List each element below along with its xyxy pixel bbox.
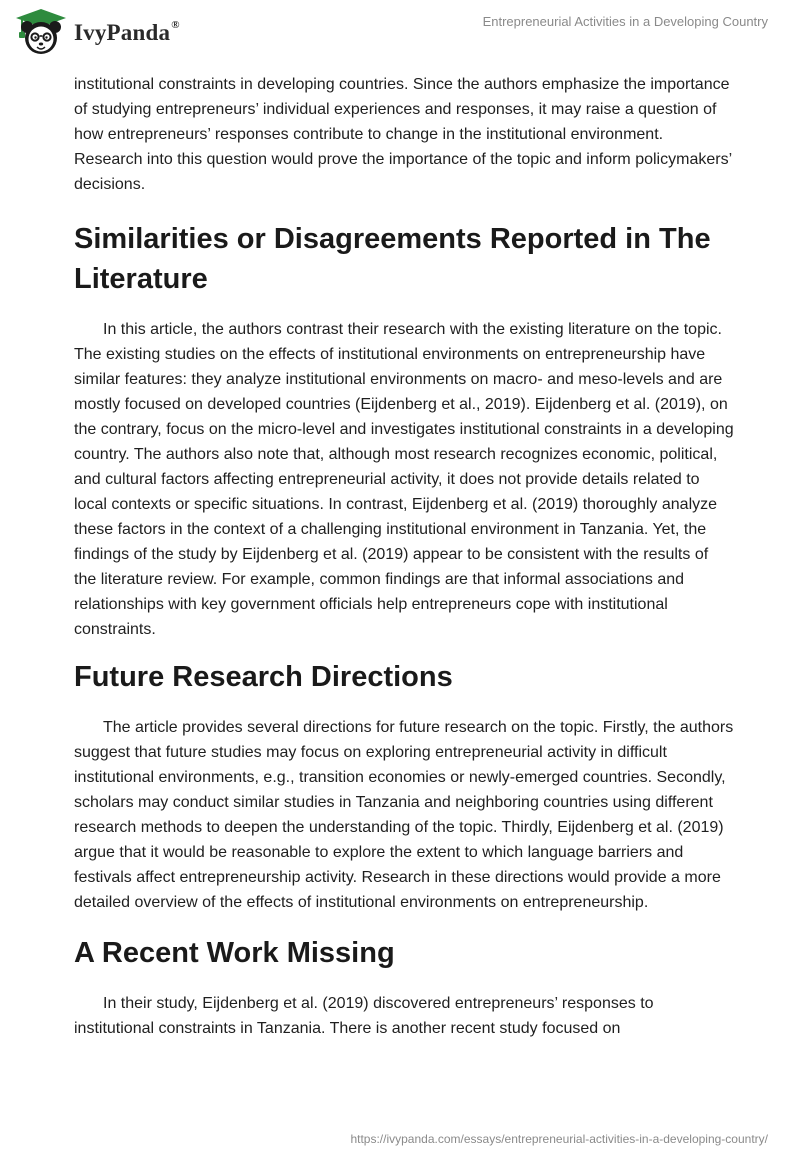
section-heading-recent-work: A Recent Work Missing	[74, 937, 395, 969]
panda-graduation-cap-logo-icon	[14, 7, 68, 57]
section-paragraph-future-research: The article provides several directions for future research on the topic. Firstly, the authors suggest that future studies may focus on exploring entrepreneurial activity in difficult institutional environments, e.g., transition economies or newly-emerged countries. Secondly, scholars may conduct similar studies in Tanzania and neighboring countries using different research methods to deepen the understanding of the topic. Thirdly, Eijdenberg et al. (2019) argue that it would be reasonable to explore the extent to which language barriers and festivals affect entrepreneurship activity. Research in these directions would provide a more detailed overview of the effects of institutional environments on entrepreneurship.	[74, 719, 734, 911]
section-heading-similarities: Similarities or Disagreements Reported in The Literature	[74, 223, 711, 295]
section-paragraph-recent-work: In their study, Eijdenberg et al. (2019) discovered entrepreneurs’ responses to institutional constraints in Tanzania. There is another recent study focused on	[74, 995, 654, 1037]
essay-body	[74, 72, 734, 1041]
brand-text: IvyPanda	[74, 19, 171, 45]
source-url[interactable]: https://ivypanda.com/essays/entrepreneurial-activities-in-a-developing-country/	[350, 1132, 768, 1146]
brand-name	[74, 19, 180, 46]
document-title: Entrepreneurial Activities in a Developing Country	[482, 14, 768, 29]
page-header	[0, 0, 800, 64]
section-paragraph-similarities: In this article, the authors contrast their research with the existing literature on the topic. The existing studies on the effects of institutional environments on entrepreneurship have similar features: they analyze institutional environments on macro- and meso-levels and are mostly focused on developed countries (Eijdenberg et al., 2019). Eijdenberg et al. (2019), on the contrary, focus on the micro-level and investigates institutional constraints in a developing country. The authors also note that, although most research recognizes economic, political, and cultural factors affecting entrepreneurial activity, it does not provide details related to local contexts or specific situations. In contrast, Eijdenberg et al. (2019) thoroughly analyze these factors in the context of a challenging institutional environment in Tanzania. Yet, the findings of the study by Eijdenberg et al. (2019) appear to be consistent with the results of the literature review. For example, common findings are that informal associations and relationships with key government officials help entrepreneurs cope with institutional constraints.	[74, 321, 734, 638]
intro-paragraph: institutional constraints in developing countries. Since the authors emphasize the importance of studying entrepreneurs’ individual experiences and responses, it may raise a question of how entrepreneurs’ responses contribute to change in the institutional environment. Research into this question would prove the importance of the topic and inform policymakers’ decisions.	[74, 76, 732, 193]
section-heading-future-research: Future Research Directions	[74, 661, 453, 693]
registered-mark: ®	[171, 18, 180, 31]
site-logo[interactable]	[14, 7, 180, 57]
